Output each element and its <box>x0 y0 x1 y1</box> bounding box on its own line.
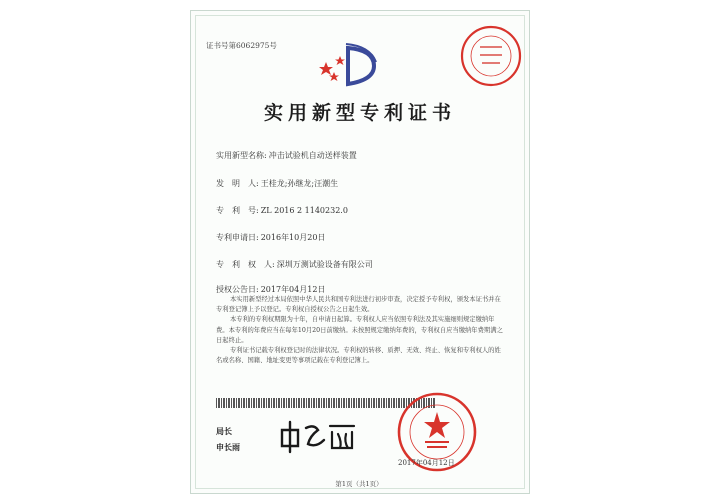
signature-title-name: 申长雨 <box>216 442 240 452</box>
field-value: 2016年10月20日 <box>260 233 326 242</box>
top-red-seal-icon <box>460 25 522 87</box>
certificate-body <box>216 295 506 366</box>
field-value: 王桂龙;孙继龙;汪潮生 <box>260 179 339 188</box>
certificate-number: 证书号第6062975号 <box>206 41 277 50</box>
signature-title-director: 局长 <box>216 426 232 436</box>
page-number: 第1页（共1页） <box>335 480 383 488</box>
field-application-date <box>216 232 325 243</box>
field-label: 实用新型名称: <box>216 151 267 160</box>
field-grant-date <box>216 284 325 295</box>
field-label: 授权公告日: <box>216 285 259 294</box>
certificate-title: 实用新型专利证书 <box>263 102 456 124</box>
field-utility-name <box>216 150 357 161</box>
field-value: 深圳万测试验设备有限公司 <box>276 260 373 269</box>
field-value: 冲击试验机自动送样装置 <box>268 151 357 160</box>
handwritten-signature <box>278 418 358 454</box>
field-value: 2017年04月12日 <box>260 285 326 294</box>
field-label: 发 明 人: <box>216 179 259 188</box>
field-label: 专 利 号: <box>216 206 259 215</box>
field-patent-number <box>216 205 348 216</box>
body-paragraph: 专利证书记载专利权登记时的法律状况。专利权的转移、质押、无效、终止、恢复和专利权人的姓名或名称、国籍、地址变更等事项记载在专利登记簿上。 <box>216 347 501 365</box>
field-label: 专利申请日: <box>216 233 259 242</box>
seal-date: 2017年04月12日 <box>398 459 455 467</box>
body-paragraph: 本实用新型经过本局依照中华人民共和国专利法进行初步审查，决定授予专利权，颁发本证书并在专利登记簿上予以登记。专利权自授权公告之日起生效。 <box>216 296 501 314</box>
field-patentee <box>216 259 373 270</box>
body-paragraph: 本专利的专利权期限为十年，自申请日起算。专利权人应当依照专利法及其实施细则规定缴纳年费。本专利的年费应当在每年10月20日前缴纳。未按照规定缴纳年费的，专利权自应当缴纳年费期满之日起终止。 <box>216 316 503 344</box>
field-value: ZL 2016 2 1140232.0 <box>260 206 348 215</box>
patent-office-emblem-icon <box>318 40 378 90</box>
field-inventors <box>216 178 338 189</box>
field-label: 专 利 权 人: <box>216 260 275 269</box>
